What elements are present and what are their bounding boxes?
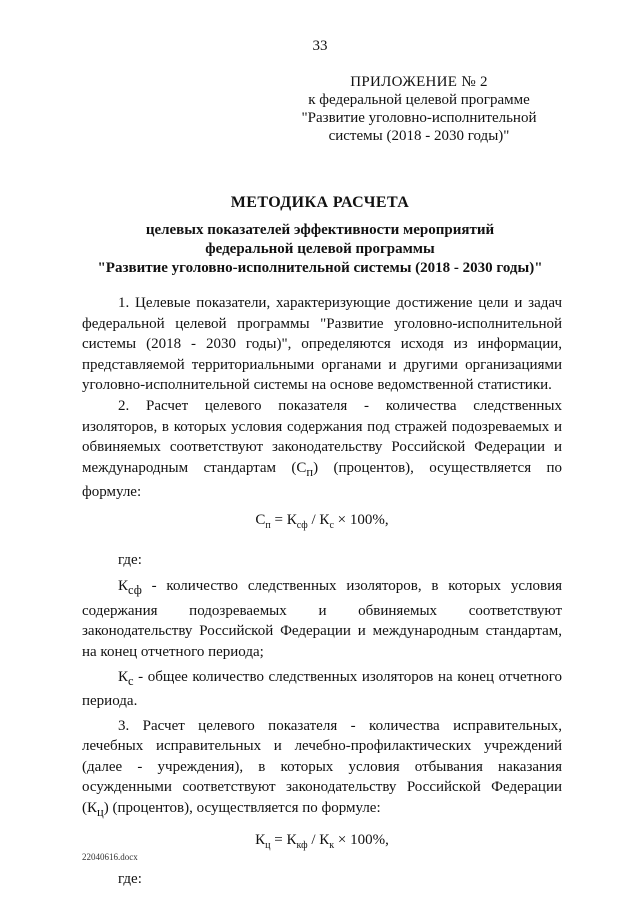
subheading-line: "Развитие уголовно-исполнительной системы (2018 - 2030 годы)" — [97, 260, 543, 276]
formula-1 — [82, 510, 562, 537]
document-heading: МЕТОДИКА РАСЧЕТА — [230, 194, 410, 211]
subscript: п — [306, 464, 314, 479]
page-number: 33 — [312, 38, 328, 54]
appendix-line: системы (2018 - 2030 годы)" — [328, 128, 510, 144]
document-subheading — [60, 221, 580, 278]
formula-symbol: × 100%, — [334, 831, 389, 848]
definition-2 — [82, 667, 562, 712]
subheading-line: федеральной целевой программы — [205, 241, 435, 257]
paragraph-text: 3. Расчет целевого показателя - количества исправительных, лечебных исправительных и лечебно-профилактических учреждений (далее - учреждения), в которых условия отбывания наказания осужденными соответствуют законодательству Российской Федерации (К — [82, 717, 562, 817]
appendix-line: к федеральной целевой программе — [308, 92, 530, 108]
subscript: п — [265, 519, 271, 531]
definition-symbol: К — [118, 578, 129, 595]
definition-1 — [82, 576, 562, 662]
appendix-title: ПРИЛОЖЕНИЕ № 2 — [350, 74, 488, 90]
formula-symbol: / К — [307, 511, 330, 528]
definition-text: - общее количество следственных изоляторов на конец отчетного периода. — [82, 668, 562, 710]
subscript: сф — [128, 583, 142, 598]
subscript: кф — [296, 839, 308, 851]
formula-symbol: С — [255, 511, 266, 528]
paragraph-2 — [82, 396, 562, 503]
subscript: сф — [296, 519, 308, 531]
formula-symbol: К — [255, 831, 266, 848]
appendix-line: "Развитие уголовно-исполнительной — [301, 110, 537, 126]
paragraph-3 — [82, 716, 562, 823]
formula-symbol: = К — [270, 511, 297, 528]
formula-2 — [82, 830, 562, 857]
formula-symbol: / К — [307, 831, 330, 848]
paragraph-text: ) (процентов), осуществляется по формуле: — [82, 459, 562, 501]
paragraph-1: 1. Целевые показатели, характеризующие достижение цели и задач федеральной целевой программы "Развитие уголовно-исполнительной системы (2018 - 2030 годы)", определяются исходя из информации, представляемой территориальными органами и другими организациями уголовно-исполнительной системы на основе ведомственной статистики. — [82, 295, 562, 394]
subheading-line: целевых показателей эффективности мероприятий — [145, 222, 495, 238]
formula-symbol: × 100%, — [333, 511, 389, 528]
where-label: где: — [118, 871, 142, 888]
paragraph-text: 2. Расчет целевого показателя - количества следственных изоляторов, в которых условия содержания под стражей подозреваемых и обвиняемых соответствуют законодательству Российской Федерации и международным стандартам (С — [82, 397, 562, 476]
subscript: с — [128, 673, 134, 688]
where-label: где: — [118, 551, 142, 568]
paragraph-text: ) (процентов), осуществляется по формуле: — [103, 800, 381, 817]
subscript: к — [329, 839, 335, 851]
subscript: ц — [97, 805, 104, 820]
definition-text: - количество следственных изоляторов, в которых условия содержания подозреваемых и обвиняемых соответствуют законодательству Российской Федерации и международным стандартам, на конец отчетного периода; — [82, 578, 562, 660]
subscript: с — [329, 519, 334, 531]
definition-symbol: К — [118, 668, 129, 685]
document-body — [82, 293, 562, 896]
appendix-block — [288, 73, 550, 145]
formula-symbol: = К — [270, 831, 297, 848]
subscript: ц — [265, 839, 271, 851]
footer-filename: 22040616.docx — [82, 852, 138, 862]
